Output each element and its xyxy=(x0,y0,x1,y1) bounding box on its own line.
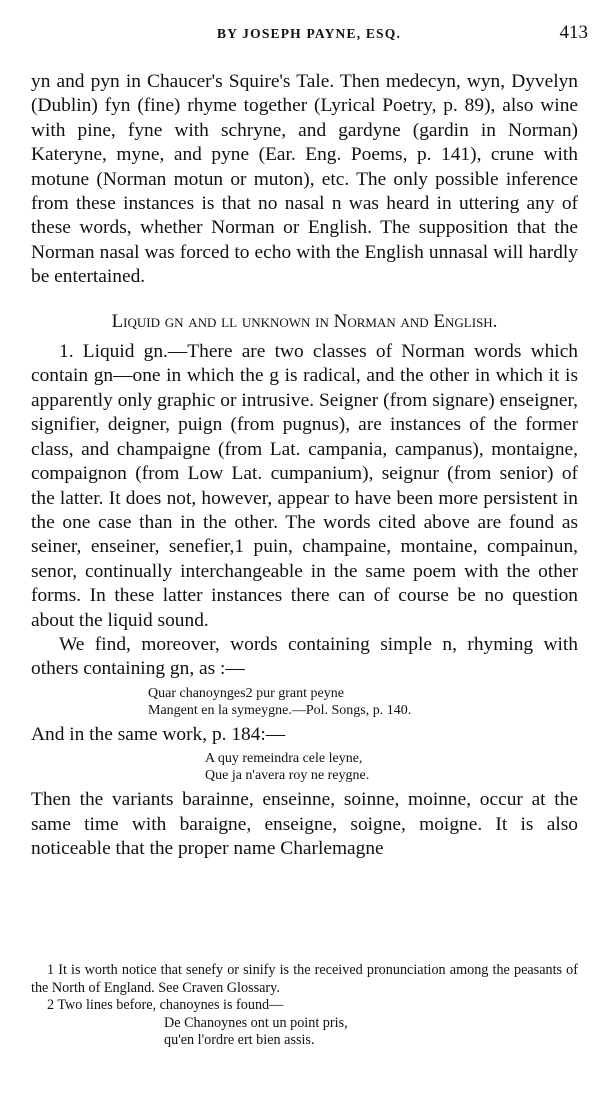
quote-line: A quy remeindra cele leyne, xyxy=(205,751,363,767)
quote-block-1 xyxy=(31,685,578,719)
running-head: BY JOSEPH PAYNE, ESQ. xyxy=(216,26,402,41)
paragraph-1: yn and pyn in Chaucer's Squire's Tale. Then medecyn, wyn, Dyvelyn (Dublin) fyn (fine) rhyme together (Lyrical Poetry, p. 89), also wine with pine, fyne with schryne, and gardyne (gardin in Norman) Kateryne, myne, and pyne (Ear. Eng. Poems, p. 141), crune with motune (Norman motun or muton), etc. The only possible inference from these instances is that no nasal n was heard in uttering any of these words, whether Norman or English. The supposition that the Norman nasal was forced to echo with the English unnasal will hardly be entertained. xyxy=(31,71,578,288)
quote-line: Que ja n'avera roy ne reygne. xyxy=(205,768,370,784)
paragraph-5: Then the variants barainne, enseinne, soinne, moinne, occur at the same time with baraigne, enseigne, soigne, moigne. It is also noticeable that the proper name Charlemagne xyxy=(31,789,578,859)
quote-line: Quar chanoynges2 pur grant peyne xyxy=(148,685,344,701)
main-text xyxy=(31,70,578,861)
footnotes xyxy=(31,962,578,1050)
paragraph-4: And in the same work, p. 184:— xyxy=(31,723,286,745)
footnote-quote-line: De Chanoynes ont un point pris, xyxy=(164,1014,348,1031)
footnote-2: 2 Two lines before, chanoynes is found— xyxy=(47,997,284,1013)
paragraph-3: We find, moreover, words containing simple n, rhyming with others containing gn, as :— xyxy=(31,633,578,680)
page-header xyxy=(30,22,588,48)
footnote-1: 1 It is worth notice that senefy or sinify is the received pronunciation among the peasants of the North of England. See Craven Glossary. xyxy=(31,962,578,996)
quote-line: Mangent en la symeygne.—Pol. Songs, p. 140. xyxy=(148,702,412,718)
section-heading: Liquid gn and ll unknown in Norman and English. xyxy=(111,310,498,332)
page-number: 413 xyxy=(559,22,588,43)
footnote-quote-line: qu'en l'ordre ert bien assis. xyxy=(164,1032,315,1048)
quote-block-2 xyxy=(31,750,578,784)
paragraph-2: 1. Liquid gn.—There are two classes of Norman words which contain gn—one in which the g is radical, and the other in which it is apparently only graphic or intrusive. Seigner (from signare) enseigner, signifier, deigner, puign (from pugnus), are instances of the former class, and champaigne (from Lat. campania, campanus), montaigne, compaignon (from Low Lat. cumpanium), seignur (from senior) of the latter. It does not, however, appear to have been more persistent in the one case than in the other. The words cited above are found as seiner, enseiner, senefier,1 puin, champaine, montaine, compainun, senor, continually interchangeable in the same poem with the other forms. In these latter instances there can of course be no question about the liquid sound. xyxy=(31,341,578,631)
